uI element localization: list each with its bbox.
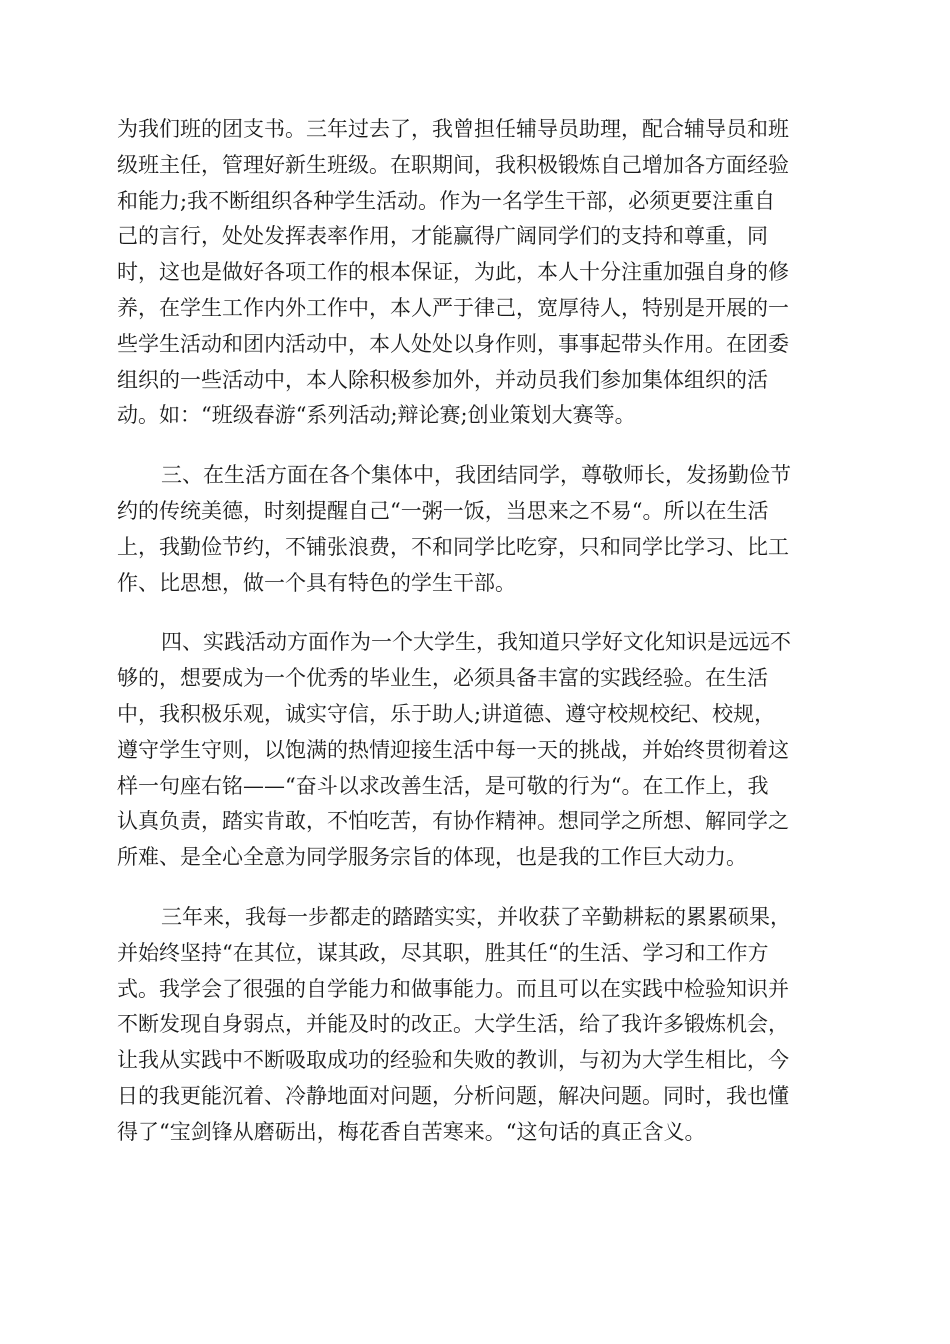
text-line: 养，在学生工作内外工作中，本人严于律己，宽厚待人，特别是开展的一 [117, 295, 789, 320]
paragraph [117, 112, 837, 434]
text-line: 四、实践活动方面作为一个大学生，我知道只学好文化知识是远远不 [161, 630, 791, 655]
text-line: 时，这也是做好各项工作的根本保证，为此，本人十分注重加强自身的修 [117, 260, 789, 285]
text-line: 遵守学生守则，以饱满的热情迎接生活中每一天的挑战，并始终贯彻着这 [117, 737, 789, 762]
text-line: 够的，想要成为一个优秀的毕业生，必须具备丰富的实践经验。在生活 [117, 666, 768, 691]
text-line: 三、在生活方面在各个集体中，我团结同学，尊敬师长，发扬勤俭节 [161, 463, 791, 488]
text-line: 认真负责，踏实肯敢，不怕吃苦，有协作精神。想同学之所想、解同学之 [117, 809, 789, 834]
paragraph [117, 900, 837, 1151]
text-line: 作、比思想，做一个具有特色的学生干部。 [117, 570, 516, 595]
text-line: 日的我更能沉着、冷静地面对问题，分析问题，解决问题。同时，我也懂 [117, 1083, 789, 1108]
text-line: 级班主任，管理好新生班级。在职期间，我积极锻炼自己增加各方面经验 [117, 152, 789, 177]
text-line: 不断发现自身弱点，并能及时的改正。大学生活，给了我许多锻炼机会， [117, 1012, 789, 1037]
document-body [117, 112, 837, 1175]
text-line: 和能力;我不断组织各种学生活动。作为一名学生干部，必须更要注重自 [117, 188, 776, 213]
text-line: 得了“宝剑锋从磨砺出，梅花香自苦寒来。“这句话的真正含义。 [117, 1119, 706, 1144]
text-line: 三年来，我每一步都走的踏踏实实，并收获了辛勤耕耘的累累硕果， [161, 904, 791, 929]
text-line: 些学生活动和团内活动中，本人处处以身作则，事事起带头作用。在团委 [117, 331, 789, 356]
text-line: 动。如：“班级春游“系列活动;辩论赛;创业策划大赛等。 [117, 403, 636, 428]
text-line: 己的言行，处处发挥表率作用，才能赢得广阔同学们的支持和尊重，同 [117, 224, 768, 249]
text-line: 样一句座右铭——“奋斗以求改善生活，是可敬的行为“。在工作上，我 [117, 773, 769, 798]
text-line: 所难、是全心全意为同学服务宗旨的体现，也是我的工作巨大动力。 [117, 845, 747, 870]
text-line: 中，我积极乐观，诚实守信，乐于助人;讲道德、遵守校规校纪、校规， [117, 701, 776, 726]
text-line: 让我从实践中不断吸取成功的经验和失败的教训，与初为大学生相比，今 [117, 1048, 789, 1073]
text-line: 为我们班的团支书。三年过去了，我曾担任辅导员助理，配合辅导员和班 [117, 117, 789, 141]
paragraph [117, 458, 837, 601]
text-line: 式。我学会了很强的自学能力和做事能力。而且可以在实践中检验知识并 [117, 976, 789, 1001]
text-line: 并始终坚持“在其位，谋其政，尽其职，胜其任“的生活、学习和工作方 [117, 940, 769, 965]
text-line: 组织的一些活动中，本人除积极参加外，并动员我们参加集体组织的活 [117, 367, 768, 392]
text-line: 上，我勤俭节约，不铺张浪费，不和同学比吃穿，只和同学比学习、比工 [117, 534, 789, 559]
text-line: 约的传统美德，时刻提醒自己“一粥一饭，当思来之不易“。所以在生活 [117, 498, 769, 523]
paragraph [117, 625, 837, 876]
